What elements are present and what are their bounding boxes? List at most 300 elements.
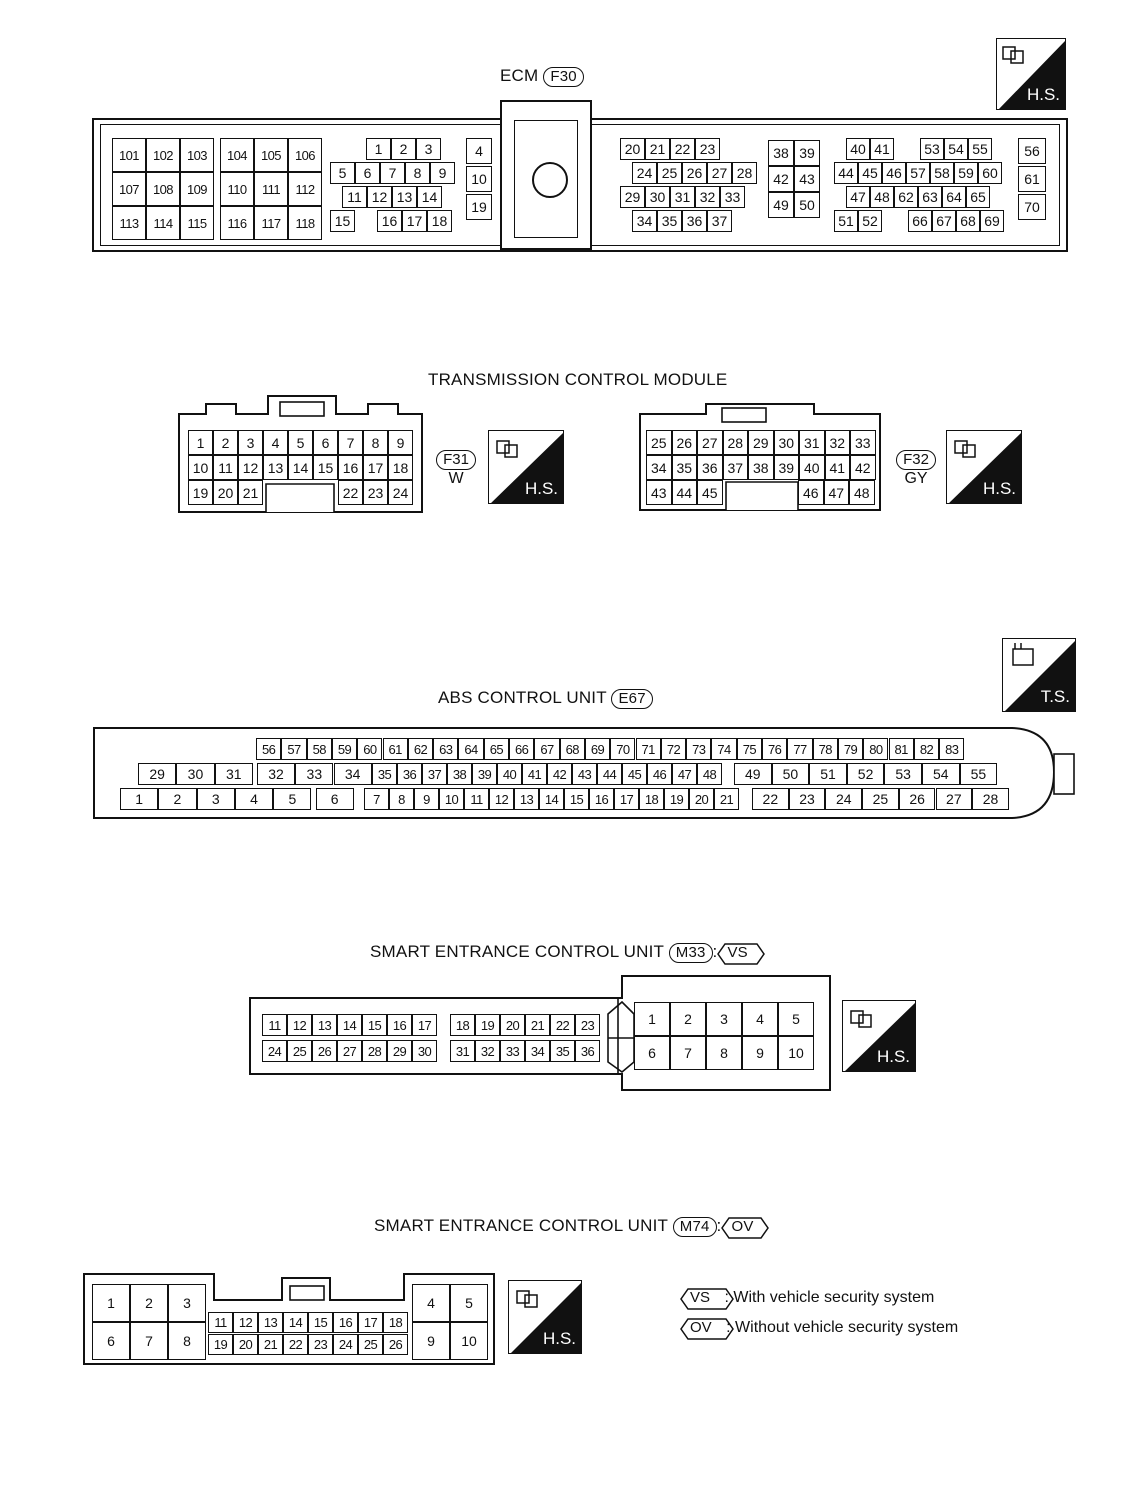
pin-cell: 4 xyxy=(263,430,288,455)
pin-cell: 27 xyxy=(697,430,723,455)
pin-cell: 5 xyxy=(288,430,313,455)
pin-cell: 4 xyxy=(235,788,273,810)
pin-cell: 5 xyxy=(778,1002,814,1036)
pin-cell: 6 xyxy=(634,1036,670,1070)
pin-cell: 29 xyxy=(138,763,176,785)
pin-cell: 23 xyxy=(575,1014,600,1036)
pin-cell: 63 xyxy=(433,738,458,760)
pin-cell: 35 xyxy=(657,210,682,232)
pin-cell: 30 xyxy=(774,430,800,455)
pin-cell: 6 xyxy=(92,1322,130,1360)
pin-cell: 32 xyxy=(257,763,295,785)
pin-cell: 9 xyxy=(414,788,439,810)
pin-cell: 17 xyxy=(363,455,388,480)
pin-cell: 59 xyxy=(954,162,978,184)
pin-cell: 115 xyxy=(180,206,214,240)
pin-cell: 4 xyxy=(742,1002,778,1036)
pin-cell: 25 xyxy=(657,162,682,184)
pin-cell: 21 xyxy=(645,138,670,160)
pin-cell: 10 xyxy=(188,455,213,480)
pin-cell: 7 xyxy=(364,788,389,810)
pin-cell: 8 xyxy=(363,430,388,455)
pin-cell: 40 xyxy=(497,763,522,785)
tcm-f32-hs-badge xyxy=(946,430,1022,504)
pin-cell: 37 xyxy=(422,763,447,785)
pin-cell: 38 xyxy=(768,140,794,166)
pin-cell: 69 xyxy=(585,738,610,760)
pin-cell: 60 xyxy=(978,162,1002,184)
pin-cell: 24 xyxy=(333,1334,358,1355)
pin-cell: 51 xyxy=(809,763,847,785)
pin-cell: 67 xyxy=(932,210,956,232)
pin-cell: 56 xyxy=(1018,138,1046,164)
pin-cell: 1 xyxy=(366,138,391,160)
legend-ov-text: : Without vehicle security system xyxy=(726,1319,959,1336)
pin-cell: 71 xyxy=(636,738,661,760)
pin-cell: 34 xyxy=(646,455,672,480)
pin-cell: 109 xyxy=(180,172,214,206)
pin-cell: 14 xyxy=(288,455,313,480)
tcm-f31-hs-label: H.S. xyxy=(524,479,558,498)
sec-vs-hs-label: H.S. xyxy=(876,1047,910,1066)
pin-cell: 8 xyxy=(706,1036,742,1070)
pin-cell: 65 xyxy=(966,186,990,208)
pin-cell: 79 xyxy=(838,738,863,760)
pin-cell: 2 xyxy=(391,138,416,160)
pin-cell: 2 xyxy=(130,1284,168,1322)
pin-cell: 54 xyxy=(944,138,968,160)
pin-cell: 11 xyxy=(342,186,367,208)
pin-cell: 41 xyxy=(825,455,851,480)
pin-cell: 34 xyxy=(632,210,657,232)
pin-cell: 3 xyxy=(197,788,235,810)
pin-cell: 73 xyxy=(686,738,711,760)
sec-vs-hs-badge xyxy=(842,1000,916,1072)
pin-cell: 27 xyxy=(337,1040,362,1062)
pin-cell: 16 xyxy=(338,455,363,480)
pin-cell: 4 xyxy=(412,1284,450,1322)
sec-ov-hs-badge xyxy=(508,1280,582,1354)
pin-cell: 44 xyxy=(834,162,858,184)
pin-cell: 1 xyxy=(634,1002,670,1036)
pin-cell: 72 xyxy=(661,738,686,760)
pin-cell: 82 xyxy=(914,738,939,760)
pin-cell: 22 xyxy=(550,1014,575,1036)
pin-cell: 1 xyxy=(188,430,213,455)
pin-cell: 69 xyxy=(980,210,1004,232)
pin-cell: 50 xyxy=(772,763,810,785)
pin-cell: 6 xyxy=(355,162,380,184)
pin-cell: 25 xyxy=(862,788,899,810)
pin-cell: 32 xyxy=(695,186,720,208)
pin-cell: 33 xyxy=(720,186,745,208)
pin-cell: 26 xyxy=(672,430,698,455)
pin-cell: 20 xyxy=(233,1334,258,1355)
pin-cell: 18 xyxy=(450,1014,475,1036)
pin-cell: 12 xyxy=(367,186,392,208)
pin-cell: 6 xyxy=(313,430,338,455)
pin-cell: 37 xyxy=(707,210,732,232)
pin-cell: 53 xyxy=(920,138,944,160)
pin-cell: 14 xyxy=(539,788,564,810)
pin-cell: 5 xyxy=(330,162,355,184)
pin-cell: 19 xyxy=(475,1014,500,1036)
pin-cell: 26 xyxy=(312,1040,337,1062)
pin-cell: 32 xyxy=(825,430,851,455)
pin-cell: 107 xyxy=(112,172,146,206)
pin-cell: 29 xyxy=(748,430,774,455)
pin-cell: 29 xyxy=(620,186,645,208)
pin-cell: 66 xyxy=(908,210,932,232)
pin-cell: 27 xyxy=(936,788,973,810)
tcm-f32-color: GY xyxy=(904,470,928,487)
pin-cell: 108 xyxy=(146,172,180,206)
pin-cell: 8 xyxy=(389,788,414,810)
pin-cell: 34 xyxy=(334,763,372,785)
pin-cell: 106 xyxy=(288,138,322,172)
pin-cell: 25 xyxy=(646,430,672,455)
pin-cell: 47 xyxy=(824,480,850,505)
ecm-hs-badge xyxy=(996,38,1066,110)
tcm-f32-hs-label: H.S. xyxy=(982,479,1016,498)
pin-cell: 10 xyxy=(450,1322,488,1360)
pin-cell: 35 xyxy=(550,1040,575,1062)
pin-cell: 45 xyxy=(622,763,647,785)
pin-cell: 83 xyxy=(939,738,964,760)
pin-cell: 8 xyxy=(168,1322,206,1360)
ecm-connector-tag: F30 xyxy=(543,67,583,87)
pin-cell: 17 xyxy=(412,1014,437,1036)
pin-cell: 27 xyxy=(707,162,732,184)
pin-cell: 43 xyxy=(794,166,820,192)
pin-cell: 54 xyxy=(922,763,960,785)
pin-cell: 49 xyxy=(734,763,772,785)
pin-cell: 45 xyxy=(697,480,723,505)
pin-cell: 24 xyxy=(262,1040,287,1062)
pin-cell: 75 xyxy=(737,738,762,760)
pin-cell: 21 xyxy=(258,1334,283,1355)
pin-cell: 59 xyxy=(332,738,357,760)
sec-ov-connector-tag: M74 xyxy=(673,1217,717,1237)
pin-cell: 64 xyxy=(942,186,966,208)
pin-cell: 21 xyxy=(525,1014,550,1036)
pin-cell: 16 xyxy=(387,1014,412,1036)
pin-cell: 17 xyxy=(402,210,427,232)
pin-cell: 36 xyxy=(697,455,723,480)
sec-ov-title xyxy=(374,1216,764,1237)
pin-cell: 18 xyxy=(383,1312,408,1333)
pin-cell: 49 xyxy=(768,192,794,218)
pin-cell: 43 xyxy=(572,763,597,785)
ecm-title xyxy=(500,66,584,87)
pin-cell: 39 xyxy=(774,455,800,480)
pin-cell: 60 xyxy=(357,738,382,760)
pin-cell: 116 xyxy=(220,206,254,240)
pin-cell: 70 xyxy=(1018,194,1046,220)
pin-cell: 15 xyxy=(362,1014,387,1036)
pin-cell: 38 xyxy=(748,455,774,480)
pin-cell: 56 xyxy=(256,738,281,760)
sec-ov-colon: : xyxy=(716,1216,722,1235)
pin-cell: 31 xyxy=(215,763,253,785)
pin-cell: 80 xyxy=(863,738,888,760)
legend-ov-code-text: OV xyxy=(690,1319,712,1336)
pin-cell: 118 xyxy=(288,206,322,240)
pin-cell: 14 xyxy=(337,1014,362,1036)
pin-cell: 46 xyxy=(882,162,906,184)
pin-cell: 41 xyxy=(522,763,547,785)
abs-title-text: ABS CONTROL UNIT xyxy=(438,688,607,707)
pin-cell: 55 xyxy=(968,138,992,160)
pin-cell: 11 xyxy=(213,455,238,480)
pin-cell: 22 xyxy=(670,138,695,160)
pin-cell: 32 xyxy=(475,1040,500,1062)
pin-cell: 22 xyxy=(283,1334,308,1355)
pin-cell: 4 xyxy=(466,138,492,164)
abs-title xyxy=(438,688,653,709)
pin-cell: 16 xyxy=(589,788,614,810)
pin-cell: 13 xyxy=(258,1312,283,1333)
abs-ts-label: T.S. xyxy=(1040,687,1070,706)
pin-cell: 46 xyxy=(647,763,672,785)
pin-cell: 3 xyxy=(238,430,263,455)
pin-cell: 20 xyxy=(213,480,238,505)
pin-cell: 25 xyxy=(287,1040,312,1062)
pin-cell: 23 xyxy=(308,1334,333,1355)
pin-cell: 65 xyxy=(484,738,509,760)
ecm-hs-label: H.S. xyxy=(1026,85,1060,104)
pin-cell: 7 xyxy=(670,1036,706,1070)
pin-cell: 15 xyxy=(330,210,355,232)
legend-item-ov xyxy=(680,1318,958,1337)
pin-cell: 64 xyxy=(458,738,483,760)
pin-cell: 50 xyxy=(794,192,820,218)
pin-cell: 45 xyxy=(858,162,882,184)
pin-cell: 76 xyxy=(762,738,787,760)
pin-cell: 47 xyxy=(672,763,697,785)
pin-cell: 1 xyxy=(120,788,158,810)
pin-cell: 15 xyxy=(564,788,589,810)
pin-cell: 20 xyxy=(689,788,714,810)
pin-cell: 20 xyxy=(500,1014,525,1036)
pin-cell: 68 xyxy=(956,210,980,232)
pin-cell: 16 xyxy=(333,1312,358,1333)
pin-cell: 9 xyxy=(742,1036,778,1070)
pin-cell: 1 xyxy=(92,1284,130,1322)
pin-cell: 77 xyxy=(787,738,812,760)
pin-cell: 58 xyxy=(307,738,332,760)
sec-ov-variant-text: OV xyxy=(731,1218,754,1235)
pin-cell: 23 xyxy=(789,788,826,810)
pin-cell: 13 xyxy=(514,788,539,810)
pin-cell: 17 xyxy=(358,1312,383,1333)
legend-item-vs xyxy=(680,1288,934,1307)
pin-cell: 12 xyxy=(287,1014,312,1036)
pin-cell: 114 xyxy=(146,206,180,240)
pin-cell: 25 xyxy=(358,1334,383,1355)
pin-cell: 57 xyxy=(281,738,306,760)
pin-cell: 36 xyxy=(575,1040,600,1062)
pin-cell: 8 xyxy=(405,162,430,184)
pin-cell: 41 xyxy=(870,138,894,160)
pin-cell: 37 xyxy=(723,455,749,480)
pin-cell: 18 xyxy=(427,210,452,232)
abs-connector-tag: E67 xyxy=(611,689,652,709)
pin-cell: 67 xyxy=(534,738,559,760)
pin-cell: 38 xyxy=(447,763,472,785)
sec-vs-title xyxy=(370,942,758,963)
pin-cell: 61 xyxy=(383,738,408,760)
pin-cell: 31 xyxy=(450,1040,475,1062)
pin-cell: 44 xyxy=(672,480,698,505)
pin-cell: 11 xyxy=(262,1014,287,1036)
pin-cell: 19 xyxy=(208,1334,233,1355)
pin-cell: 23 xyxy=(695,138,720,160)
tcm-f32-label xyxy=(888,450,944,488)
pin-cell: 26 xyxy=(383,1334,408,1355)
pin-cell: 48 xyxy=(697,763,722,785)
legend-vs-text: : With vehicle security system xyxy=(724,1289,935,1306)
pin-cell: 30 xyxy=(176,763,214,785)
pin-cell: 52 xyxy=(858,210,882,232)
abs-ts-badge xyxy=(1002,638,1076,712)
pin-cell: 48 xyxy=(849,480,875,505)
pin-cell: 18 xyxy=(388,455,413,480)
pin-cell: 19 xyxy=(664,788,689,810)
pin-cell: 15 xyxy=(313,455,338,480)
pin-cell: 7 xyxy=(130,1322,168,1360)
tcm-f31-tag: F31 xyxy=(436,450,476,470)
sec-vs-variant-text: VS xyxy=(727,944,748,961)
pin-cell: 70 xyxy=(610,738,635,760)
pin-cell: 47 xyxy=(846,186,870,208)
pin-cell: 33 xyxy=(850,430,876,455)
pin-cell: 9 xyxy=(388,430,413,455)
tcm-f32-tag: F32 xyxy=(896,450,936,470)
pin-cell: 3 xyxy=(706,1002,742,1036)
pin-cell: 66 xyxy=(509,738,534,760)
pin-cell: 5 xyxy=(273,788,311,810)
pin-cell: 26 xyxy=(899,788,936,810)
sec-vs-variant xyxy=(717,943,757,962)
pin-cell: 10 xyxy=(778,1036,814,1070)
tcm-f31-hs-badge xyxy=(488,430,564,504)
pin-cell: 22 xyxy=(338,480,363,505)
pin-cell: 30 xyxy=(412,1040,437,1062)
pin-cell: 24 xyxy=(825,788,862,810)
sec-vs-colon: : xyxy=(712,942,718,961)
pin-cell: 35 xyxy=(372,763,397,785)
pin-cell: 113 xyxy=(112,206,146,240)
pin-cell: 9 xyxy=(430,162,455,184)
pin-cell: 11 xyxy=(208,1312,233,1333)
pin-cell: 81 xyxy=(889,738,914,760)
pin-cell: 14 xyxy=(417,186,442,208)
pin-cell: 110 xyxy=(220,172,254,206)
pin-cell: 31 xyxy=(799,430,825,455)
pin-cell: 39 xyxy=(472,763,497,785)
pin-cell: 7 xyxy=(338,430,363,455)
pin-cell: 2 xyxy=(213,430,238,455)
pin-cell: 101 xyxy=(112,138,146,172)
pin-cell: 2 xyxy=(670,1002,706,1036)
pin-cell: 112 xyxy=(288,172,322,206)
pin-cell: 43 xyxy=(646,480,672,505)
ecm-center-bolt xyxy=(532,162,568,198)
pin-cell: 74 xyxy=(711,738,736,760)
pin-cell: 62 xyxy=(894,186,918,208)
pin-cell: 33 xyxy=(295,763,333,785)
pin-cell: 62 xyxy=(408,738,433,760)
pin-cell: 13 xyxy=(263,455,288,480)
pin-cell: 30 xyxy=(645,186,670,208)
sec-ov-title-text: SMART ENTRANCE CONTROL UNIT xyxy=(374,1216,668,1235)
pin-cell: 6 xyxy=(316,788,354,810)
pin-cell: 44 xyxy=(597,763,622,785)
tcm-f31-label xyxy=(428,450,484,488)
pin-cell: 33 xyxy=(500,1040,525,1062)
pin-cell: 10 xyxy=(466,166,492,192)
pin-cell: 23 xyxy=(363,480,388,505)
legend-vs-code xyxy=(680,1288,720,1307)
pin-cell: 58 xyxy=(930,162,954,184)
pin-cell: 17 xyxy=(614,788,639,810)
tcm-title: TRANSMISSION CONTROL MODULE xyxy=(428,370,728,389)
pin-cell: 2 xyxy=(158,788,196,810)
tcm-f31-color: W xyxy=(448,470,464,487)
pin-cell: 104 xyxy=(220,138,254,172)
pin-cell: 48 xyxy=(870,186,894,208)
pin-cell: 53 xyxy=(884,763,922,785)
pin-cell: 63 xyxy=(918,186,942,208)
pin-cell: 28 xyxy=(732,162,757,184)
pin-cell: 34 xyxy=(525,1040,550,1062)
pin-cell: 40 xyxy=(846,138,870,160)
sec-ov-hs-label: H.S. xyxy=(542,1329,576,1348)
pin-cell: 31 xyxy=(670,186,695,208)
pin-cell: 14 xyxy=(283,1312,308,1333)
pin-cell: 12 xyxy=(233,1312,258,1333)
pin-cell: 36 xyxy=(682,210,707,232)
pin-cell: 42 xyxy=(850,455,876,480)
pin-cell: 42 xyxy=(547,763,572,785)
pin-cell: 52 xyxy=(847,763,885,785)
pin-cell: 12 xyxy=(489,788,514,810)
pin-cell: 28 xyxy=(972,788,1009,810)
sec-ov-variant xyxy=(721,1217,763,1236)
pin-cell: 10 xyxy=(439,788,464,810)
pin-cell: 24 xyxy=(388,480,413,505)
pin-cell: 103 xyxy=(180,138,214,172)
pin-cell: 68 xyxy=(560,738,585,760)
pin-cell: 5 xyxy=(450,1284,488,1322)
pin-cell: 20 xyxy=(620,138,645,160)
pin-cell: 11 xyxy=(464,788,489,810)
pin-cell: 57 xyxy=(906,162,930,184)
pin-cell: 28 xyxy=(723,430,749,455)
pin-cell: 102 xyxy=(146,138,180,172)
sec-vs-connector-tag: M33 xyxy=(669,943,713,963)
pin-cell: 16 xyxy=(377,210,402,232)
legend-ov-code xyxy=(680,1318,722,1337)
pin-cell: 22 xyxy=(752,788,789,810)
pin-cell: 111 xyxy=(254,172,288,206)
pin-cell: 42 xyxy=(768,166,794,192)
pin-cell: 13 xyxy=(312,1014,337,1036)
pin-cell: 12 xyxy=(238,455,263,480)
pin-cell: 55 xyxy=(960,763,998,785)
pin-cell: 24 xyxy=(632,162,657,184)
